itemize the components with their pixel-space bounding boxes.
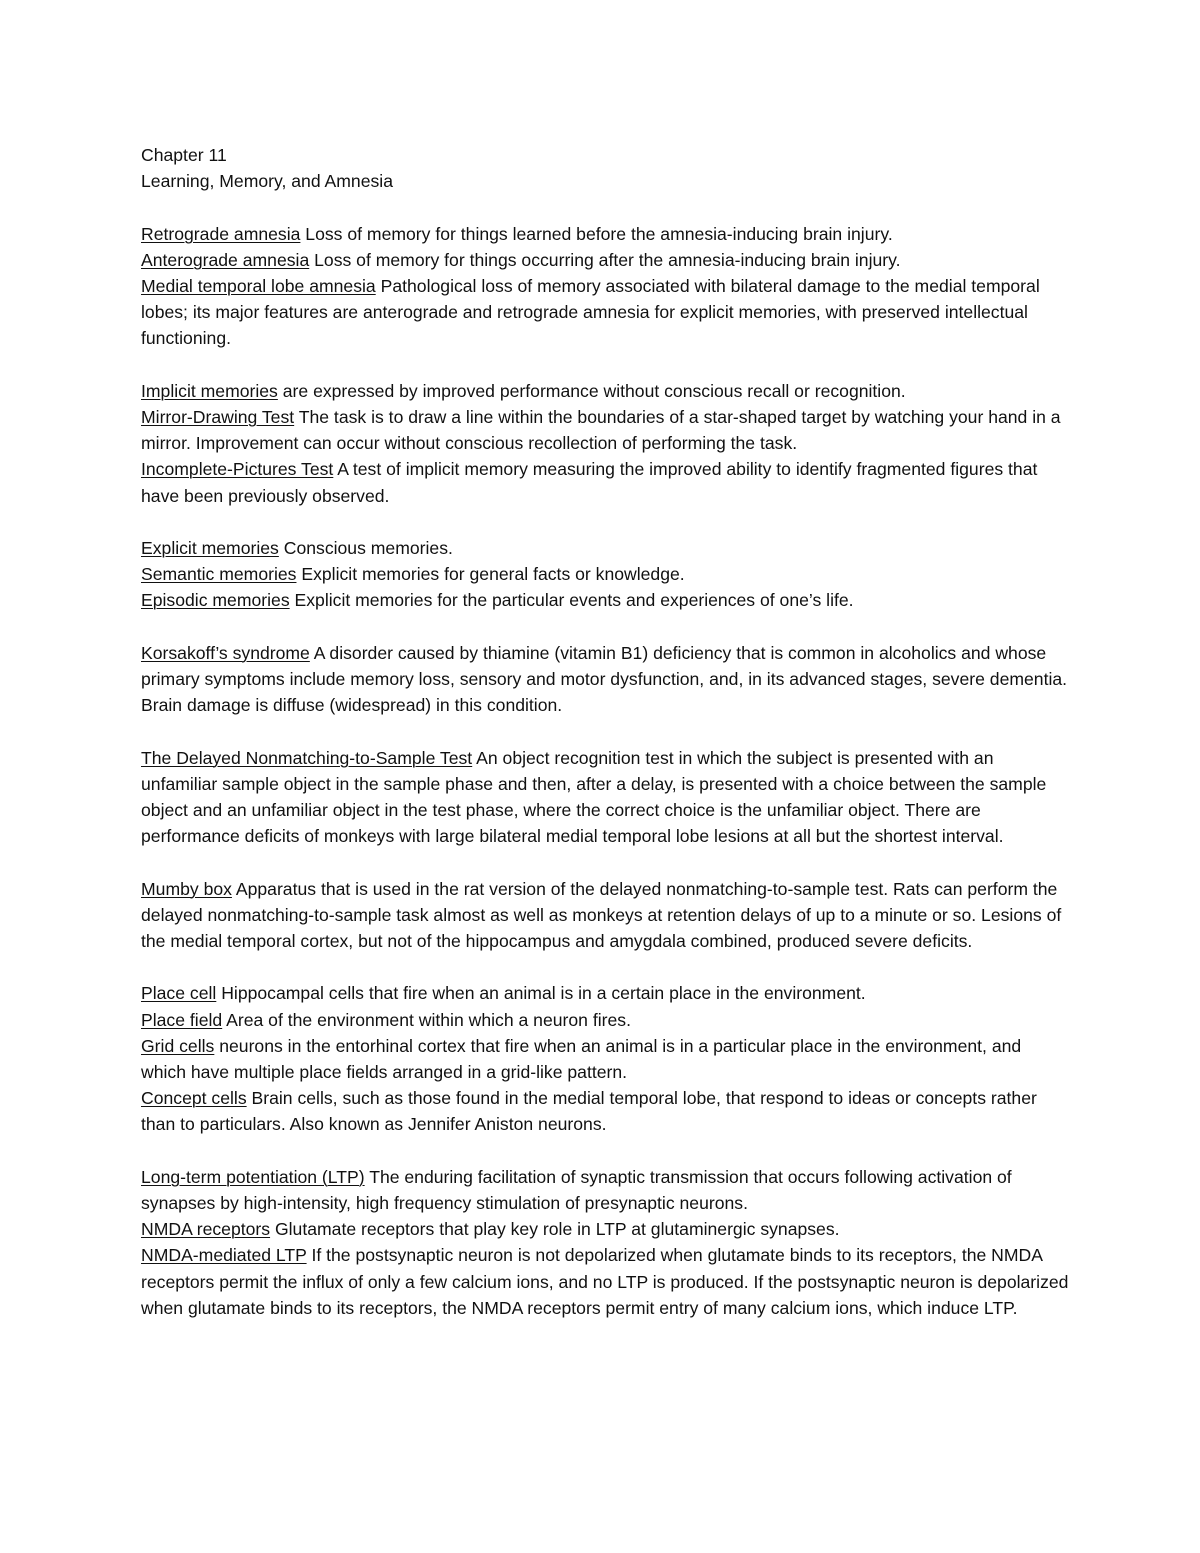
glossary-term: Concept cells <box>141 1088 247 1109</box>
glossary-term: Place cell <box>141 983 217 1004</box>
glossary-entry <box>141 1242 1071 1321</box>
glossary-entry <box>141 1007 1071 1033</box>
glossary-definition: An object recognition test in which the subject is presented with an unfamiliar sample object in the sample phase and then, after a delay, is presented with a choice between the sample object and an unfamiliar object in the test phase, where the correct choice is the unfamiliar object. There are performance deficits of monkeys with large bilateral medial temporal lobe lesions at all but the shortest interval. <box>141 747 1047 847</box>
glossary-definition: Brain cells, such as those found in the medial temporal lobe, that respond to ideas or concepts rather than to particulars. Also known as Jennifer Aniston neurons. <box>141 1088 1037 1135</box>
section-ltp <box>141 1164 1071 1321</box>
glossary-definition: Loss of memory for things occurring after the amnesia-inducing brain injury. <box>309 249 901 270</box>
section-spatial-cells <box>141 980 1071 1137</box>
glossary-entry <box>141 456 1071 508</box>
glossary-entry <box>141 1216 1071 1242</box>
glossary-definition: A disorder caused by thiamine (vitamin B1) deficiency that is common in alcoholics and whose primary symptoms include memory loss, sensory and motor dysfunction, and, in its advanced stages, severe dementia. Brain damage is diffuse (widespread) in this condition. <box>141 642 1068 716</box>
glossary-definition: Hippocampal cells that fire when an animal is in a certain place in the environment. <box>216 983 866 1004</box>
glossary-term: Place field <box>141 1009 223 1030</box>
glossary-term: Korsakoff’s syndrome <box>141 642 310 663</box>
section-amnesia-types <box>141 221 1071 352</box>
document-header <box>141 142 1071 194</box>
glossary-entry <box>141 221 1071 247</box>
glossary-term: Explicit memories <box>141 538 279 558</box>
glossary-entry <box>141 1033 1071 1085</box>
glossary-term: Medial temporal lobe amnesia <box>141 276 376 296</box>
glossary-definition: The enduring facilitation of synaptic transmission that occurs following activation of synapses by high-intensity, high frequency stimulation of presynaptic neurons. <box>141 1166 1012 1213</box>
glossary-term: Semantic memories <box>141 564 297 585</box>
chapter-title: Learning, Memory, and Amnesia <box>141 171 393 192</box>
glossary-definition: Explicit memories for the particular events and experiences of one’s life. <box>289 590 854 611</box>
glossary-term: Anterograde amnesia <box>141 249 310 270</box>
glossary-term: Episodic memories <box>141 590 290 611</box>
glossary-definition: Pathological loss of memory associated with bilateral damage to the medial temporal lobes; its major features are anterograde and retrograde amnesia for explicit memories, with preserved intellectual functioning. <box>141 276 1040 349</box>
glossary-term: NMDA receptors <box>141 1219 271 1240</box>
glossary-definition: are expressed by improved performance without conscious recall or recognition. <box>277 380 906 401</box>
section-korsakoff <box>141 640 1071 719</box>
glossary-definition: A test of implicit memory measuring the improved ability to identify fragmented figures that have been previously observed. <box>141 459 1038 506</box>
glossary-entry <box>141 587 1071 613</box>
document-page <box>141 142 1071 1347</box>
glossary-entry <box>141 378 1071 404</box>
glossary-entry <box>141 640 1071 719</box>
glossary-entry <box>141 876 1071 955</box>
glossary-term: Grid cells <box>141 1035 215 1056</box>
glossary-term: Mumby box <box>141 878 232 899</box>
glossary-term: Retrograde amnesia <box>141 223 301 244</box>
glossary-entry <box>141 247 1071 273</box>
glossary-entry <box>141 745 1071 850</box>
section-explicit-memory <box>141 535 1071 614</box>
section-implicit-memory <box>141 378 1071 509</box>
glossary-definition: Explicit memories for general facts or knowledge. <box>296 564 685 585</box>
section-dnmts-test <box>141 745 1071 850</box>
glossary-term: Incomplete-Pictures Test <box>141 459 334 480</box>
glossary-definition: Loss of memory for things learned before the amnesia-inducing brain injury. <box>300 223 893 244</box>
glossary-term: Implicit memories <box>141 380 278 401</box>
glossary-definition: Glutamate receptors that play key role in LTP at glutaminergic synapses. <box>270 1219 840 1240</box>
glossary-entry <box>141 404 1071 456</box>
glossary-definition: Apparatus that is used in the rat version of the delayed nonmatching-to-sample test. Rats can perform the delayed nonmatching-to-sample task almost as well as monkeys at retention delays of up to a minute or so. Lesions of the medial temporal cortex, but not of the hippocampus and amygdala combined, produced severe deficits. <box>141 878 1062 951</box>
glossary-definition: Area of the environment within which a neuron fires. <box>222 1009 631 1030</box>
glossary-definition: neurons in the entorhinal cortex that fire when an animal is in a particular place in the environment, and which have multiple place fields arranged in a grid-like pattern. <box>141 1035 1022 1082</box>
glossary-definition: The task is to draw a line within the boundaries of a star-shaped target by watching your hand in a mirror. Improvement can occur without conscious recollection of performing the task. <box>141 407 1061 454</box>
glossary-definition: If the postsynaptic neuron is not depolarized when glutamate binds to its receptors, the NMDA receptors permit the influx of only a few calcium ions, and no LTP is produced. If the postsynaptic neuron is depolarized when glutamate binds to its receptors, the NMDA receptors permit entry of many calcium ions, which induce LTP. <box>141 1245 1069 1318</box>
glossary-term: Long-term potentiation (LTP) <box>141 1166 365 1187</box>
glossary-entry <box>141 535 1071 561</box>
chapter-number: Chapter 11 <box>141 145 227 165</box>
glossary-entry <box>141 1085 1071 1137</box>
glossary-term: Mirror-Drawing Test <box>141 407 295 427</box>
glossary-term: NMDA-mediated LTP <box>141 1245 307 1266</box>
glossary-entry <box>141 273 1071 352</box>
glossary-definition: Conscious memories. <box>278 538 453 558</box>
glossary-entry <box>141 1164 1071 1216</box>
glossary-term: The Delayed Nonmatching-to-Sample Test <box>141 747 473 768</box>
glossary-entry <box>141 980 1071 1006</box>
section-mumby-box <box>141 876 1071 955</box>
glossary-entry <box>141 561 1071 587</box>
